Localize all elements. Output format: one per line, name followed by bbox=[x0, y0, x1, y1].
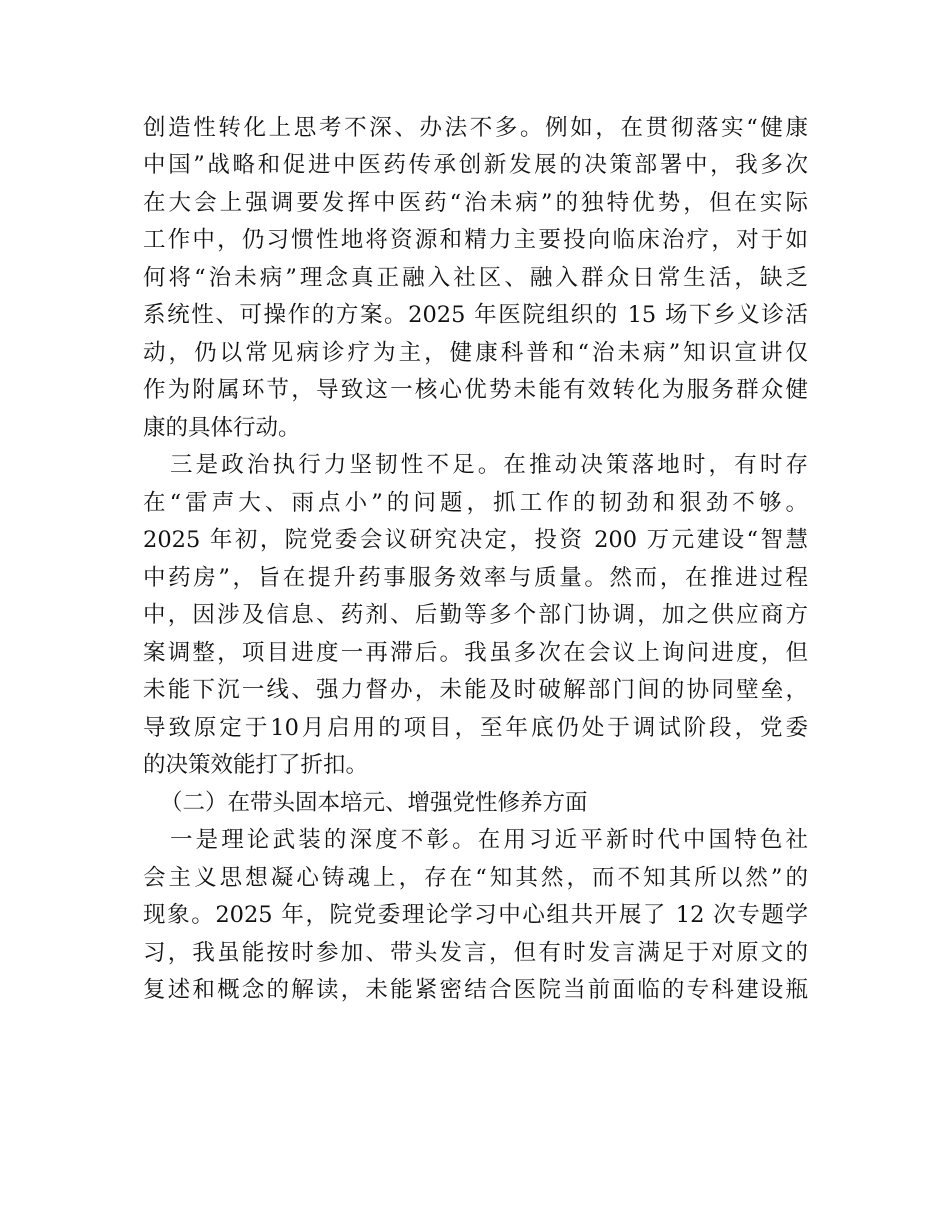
text-line: 创造性转化上思考不深、办法不多。例如，在贯彻落实“健康 bbox=[143, 115, 808, 141]
text-line: 康的具体行动。 bbox=[143, 415, 301, 441]
text-line: 导致原定于10月启用的项目，至年底仍处于调试阶段，党委 bbox=[143, 715, 808, 741]
text-line: 案调整，项目进度一再滞后。我虽多次在会议上询问进度，但 bbox=[143, 640, 808, 666]
text-line: 中药房”，旨在提升药事服务效率与质量。然而，在推进过程 bbox=[143, 565, 808, 591]
text-line: 一是理论武装的深度不彰。在用习近平新时代中国特色社 bbox=[170, 827, 808, 853]
text-line: 中，因涉及信息、药剂、后勤等多个部门协调，加之供应商方 bbox=[143, 602, 808, 628]
text-line: 复述和概念的解读，未能紧密结合医院当前面临的专科建设瓶 bbox=[143, 977, 808, 1003]
text-line: 系统性、可操作的方案。2025 年医院组织的 15 场下乡义诊活 bbox=[143, 302, 808, 328]
text-line: 工作中，仍习惯性地将资源和精力主要投向临床治疗，对于如 bbox=[143, 227, 808, 253]
text-line: 中国”战略和促进中医药传承创新发展的决策部署中，我多次 bbox=[143, 152, 808, 178]
text-line: 现象。2025 年，院党委理论学习中心组共开展了 12 次专题学 bbox=[143, 902, 808, 928]
text-line: 何将“治未病”理念真正融入社区、融入群众日常生活，缺乏 bbox=[143, 265, 808, 291]
text-line: 会主义思想凝心铸魂上，存在“知其然，而不知其所以然”的 bbox=[143, 865, 808, 891]
text-line: 未能下沉一线、强力督办，未能及时破解部门间的协同壁垒， bbox=[143, 677, 808, 703]
text-line: 在“雷声大、雨点小”的问题，抓工作的韧劲和狠劲不够。 bbox=[143, 490, 808, 516]
text-line: 的决策效能打了折扣。 bbox=[143, 752, 369, 778]
text-line: 作为附属环节，导致这一核心优势未能有效转化为服务群众健 bbox=[143, 377, 808, 403]
text-line: 动，仍以常见病诊疗为主，健康科普和“治未病”知识宣讲仅 bbox=[143, 340, 808, 366]
section-heading: （二）在带头固本培元、增强党性修养方面 bbox=[160, 790, 588, 816]
text-line: 在大会上强调要发挥中医药“治未病”的独特优势，但在实际 bbox=[143, 190, 808, 216]
text-line: 习，我虽能按时参加、带头发言，但有时发言满足于对原文的 bbox=[143, 940, 808, 966]
text-line: 三是政治执行力坚韧性不足。在推动决策落地时，有时存 bbox=[170, 452, 808, 478]
text-line: 2025 年初，院党委会议研究决定，投资 200 万元建设“智慧 bbox=[143, 527, 808, 553]
